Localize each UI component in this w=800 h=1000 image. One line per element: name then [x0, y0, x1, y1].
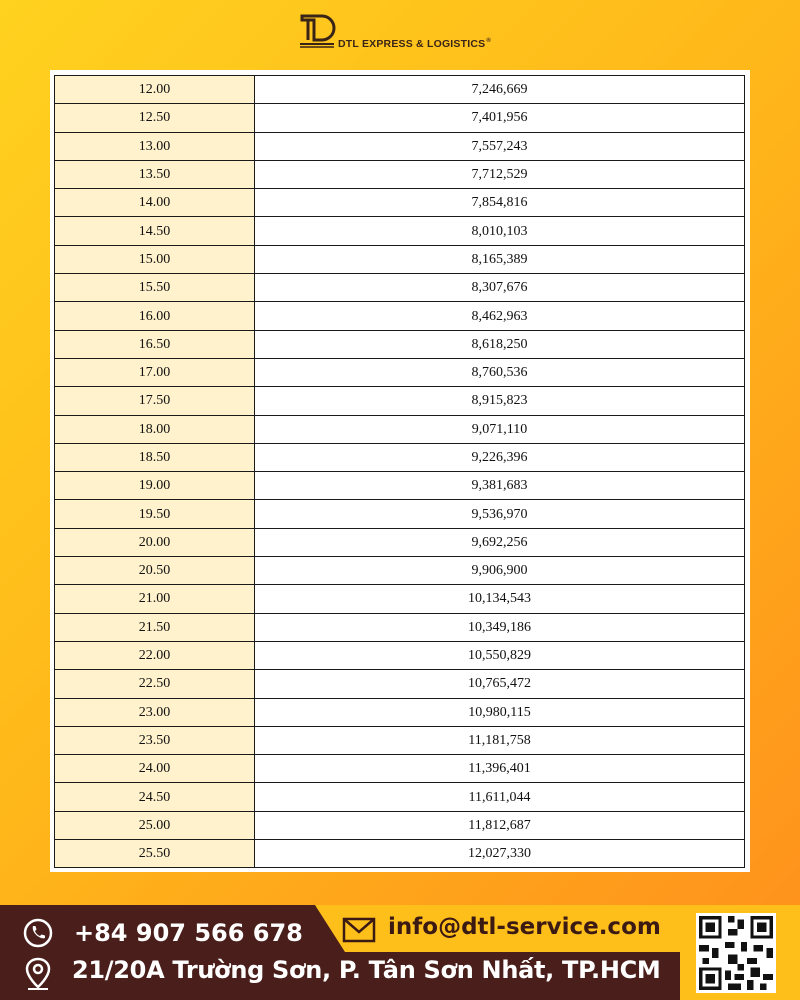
table-row: [55, 641, 745, 669]
price-cell: 8,307,676: [255, 274, 745, 302]
price-cell: 8,760,536: [255, 358, 745, 386]
weight-cell: 19.50: [55, 500, 255, 528]
contact-footer: [0, 905, 800, 1000]
table-row: [55, 726, 745, 754]
price-cell: 7,246,669: [255, 76, 745, 104]
weight-cell: 22.50: [55, 670, 255, 698]
table-row: [55, 443, 745, 471]
rate-table-body: [55, 76, 745, 868]
price-cell: 10,134,543: [255, 585, 745, 613]
table-row: [55, 274, 745, 302]
price-cell: 7,854,816: [255, 189, 745, 217]
table-row: [55, 698, 745, 726]
table-row: [55, 528, 745, 556]
price-cell: 12,027,330: [255, 840, 745, 868]
weight-cell: 18.50: [55, 443, 255, 471]
table-row: [55, 245, 745, 273]
weight-cell: 12.50: [55, 104, 255, 132]
company-logo: [0, 12, 800, 52]
table-row: [55, 387, 745, 415]
price-cell: 9,381,683: [255, 472, 745, 500]
weight-cell: 21.00: [55, 585, 255, 613]
table-row: [55, 670, 745, 698]
brand-name: DTL EXPRESS & LOGISTICS®: [338, 38, 491, 50]
weight-cell: 19.00: [55, 472, 255, 500]
price-cell: 11,396,401: [255, 755, 745, 783]
price-cell: 10,349,186: [255, 613, 745, 641]
table-row: [55, 189, 745, 217]
phone-icon: [22, 917, 54, 949]
weight-cell: 14.00: [55, 189, 255, 217]
weight-cell: 25.50: [55, 840, 255, 868]
weight-cell: 23.00: [55, 698, 255, 726]
table-row: [55, 132, 745, 160]
weight-cell: 22.00: [55, 641, 255, 669]
price-cell: 7,712,529: [255, 160, 745, 188]
table-row: [55, 557, 745, 585]
weight-cell: 24.00: [55, 755, 255, 783]
table-row: [55, 613, 745, 641]
weight-cell: 16.00: [55, 302, 255, 330]
table-row: [55, 500, 745, 528]
table-row: [55, 783, 745, 811]
price-cell: 10,550,829: [255, 641, 745, 669]
office-address: 21/20A Trường Sơn, P. Tân Sơn Nhất, TP.HCM: [72, 956, 661, 984]
weight-cell: 20.50: [55, 557, 255, 585]
table-row: [55, 217, 745, 245]
weight-cell: 17.50: [55, 387, 255, 415]
weight-cell: 13.50: [55, 160, 255, 188]
table-row: [55, 755, 745, 783]
email-address[interactable]: info@dtl-service.com: [388, 914, 661, 940]
table-row: [55, 302, 745, 330]
price-cell: 9,536,970: [255, 500, 745, 528]
weight-cell: 12.00: [55, 76, 255, 104]
weight-cell: 21.50: [55, 613, 255, 641]
dtl-logo-icon: [300, 14, 336, 48]
weight-cell: 20.00: [55, 528, 255, 556]
price-cell: 8,618,250: [255, 330, 745, 358]
weight-cell: 14.50: [55, 217, 255, 245]
price-cell: 9,226,396: [255, 443, 745, 471]
table-row: [55, 472, 745, 500]
table-row: [55, 585, 745, 613]
weight-cell: 18.00: [55, 415, 255, 443]
price-cell: 11,812,687: [255, 811, 745, 839]
table-row: [55, 358, 745, 386]
qr-code-icon[interactable]: [696, 913, 776, 993]
price-cell: 8,165,389: [255, 245, 745, 273]
rate-table: [54, 75, 745, 868]
price-cell: 10,765,472: [255, 670, 745, 698]
weight-cell: 17.00: [55, 358, 255, 386]
table-row: [55, 811, 745, 839]
table-row: [55, 104, 745, 132]
price-cell: 10,980,115: [255, 698, 745, 726]
price-cell: 8,462,963: [255, 302, 745, 330]
weight-cell: 16.50: [55, 330, 255, 358]
weight-cell: 15.50: [55, 274, 255, 302]
price-cell: 8,010,103: [255, 217, 745, 245]
weight-cell: 15.00: [55, 245, 255, 273]
price-cell: 9,071,110: [255, 415, 745, 443]
table-row: [55, 840, 745, 868]
weight-cell: 25.00: [55, 811, 255, 839]
location-pin-icon: [24, 957, 52, 991]
weight-cell: 13.00: [55, 132, 255, 160]
table-row: [55, 76, 745, 104]
table-row: [55, 160, 745, 188]
phone-number[interactable]: +84 907 566 678: [74, 919, 303, 947]
weight-cell: 23.50: [55, 726, 255, 754]
table-row: [55, 330, 745, 358]
price-cell: 11,611,044: [255, 783, 745, 811]
price-cell: 9,692,256: [255, 528, 745, 556]
price-cell: 7,401,956: [255, 104, 745, 132]
rate-table-panel: [50, 70, 750, 872]
price-cell: 8,915,823: [255, 387, 745, 415]
weight-cell: 24.50: [55, 783, 255, 811]
mail-icon: [342, 917, 376, 943]
table-row: [55, 415, 745, 443]
price-cell: 11,181,758: [255, 726, 745, 754]
price-cell: 9,906,900: [255, 557, 745, 585]
price-cell: 7,557,243: [255, 132, 745, 160]
